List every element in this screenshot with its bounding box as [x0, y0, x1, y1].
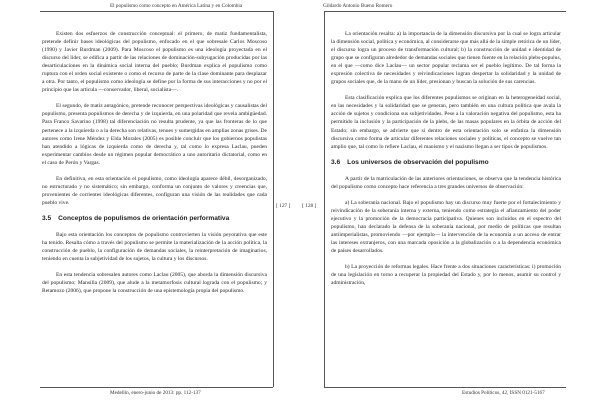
top-rule: [40, 11, 273, 12]
body-text: [331, 30, 561, 295]
paragraph: a) La soberanía nacional. Bajo el populismo hay un discurso muy fuerte por el fortalecimiento y reivindicación de la soberanía interna y externa, teniendo como estrategia el afianzamiento del poder ejecutivo y la promoción de la democracia participativa. Quienes son incluidos en el espectro del populismo, han declarado la defensa de la soberanía nacional, por medio de políticas que resultan antiimperialistas, promoviendo —por ejemplo— la intervención de la economía a un acceso de entrar las intereses extranjeros, con una marcada oposición a la globalización o a la dependencia económica de países desarrollados.: [331, 199, 561, 255]
paragraph: A partir de la matriculación de las anteriores orientaciones, se observa que la tendencia histórica del populismo como concepto hace referencia a tres grandes universos de observación:: [331, 175, 561, 190]
footer: Medellín, enero-junio de 2013: pp. 112-137: [110, 390, 201, 396]
bottom-rule: [40, 387, 273, 388]
paragraph: En esta tendencia sobresalen autores como Laclau (2005), que aborda la dimensión discursiva del populismo; Mansilla (2009), que alude a la metamorfosis cultural lograda con el populismo; y Retamozo (2006), que propone la construcción de una epistemología propia del populismo.: [42, 272, 267, 295]
paragraph: Existen dos esfuerzos de construcción conceptual: el primero, de matiz fundamentalista, pretende definir bases ideológicas del populismo, enfocado en el que sobresale Carlos Moscoso (1990) y Javier Burdman (2009). Para Moscoso el populismo es una ideología proyectada en el discurso del líder, se edifica a partir de las relaciones de dominación-subyugación producidas por las desarticulaciones en la dinámica social interna del pueblo; Burdman explica el populismo como ruptura con el orden social existente o como el recurso de parte de la clase dominante para desplazar a otra. Por tanto, el populismo como ideología se define por la forma de sus interacciones y no por el principio que las articula —conservador, liberal, socialista—.: [42, 31, 267, 94]
top-rule: [324, 11, 566, 12]
running-head: Gildardo Antonio Bueno Romero: [323, 3, 393, 9]
paragraph: Bajo esta orientación los conceptos de populismo controvierten la visión peyorativa que este ha tenido. Resalta cómo a través del populismo se permite la materialización de la acción política, la construcción de pueblo, la configuración de demandas sociales, la reinterpretación de imaginarios, teniendo en cuenta la subjetividad de los sujetos, la cultura y los discursos.: [42, 231, 267, 263]
section-title: Conceptos de populismos de orientación performativa: [58, 214, 230, 222]
section-number: 3.6: [331, 158, 341, 166]
margin-rule: [324, 11, 325, 387]
paragraph: El segundo, de matiz antagónico, pretende reconocer perspectivas ideológicas y causalistas del populismo, presenta populismos de derecha y de izquierda, en una polaridad que revela ambigüedad. Para Franco Savarino (1998) tal diferenciación no resulta prudente, ya que las fronteras de lo que pertenece a la izquierda o a la derecha son relativas, tenues y sumergidas en amplias zonas grises. De autores como Irene Méndez y Elda Morales (2005) es posible concluir que los gobiernos populistas han atendido a lógicas de izquierda como de derecha y, tal como lo expresa Laclau, pueden experimentar cambios desde un régimen popular democrático a uno autoritario dictatorial, como en el caso de Perón y Vargas.: [42, 103, 267, 166]
section-heading: [42, 215, 267, 223]
margin-rule: [273, 11, 274, 387]
paragraph: En definitiva, en esta orientación el populismo, como ideología aparece débil, desorganizado, no estructurado y no sistemático; sin embargo, conforma un conjunto de valores y creencias que, provenientes de corrientes ideológicas diferentes, configuran una visión de las realidades que cada pueblo vive.: [42, 175, 267, 206]
section-heading: [331, 159, 561, 167]
footer: Estudios Políticos, 42, ISSN 0121-5167: [462, 390, 545, 396]
right-page: [300, 0, 600, 415]
running-head: El populismo como concepto en América Latina y en Colombia: [110, 3, 243, 9]
paragraph: La orientación resalta: a) la importancia de la dimensión discursiva por la cual se logra articular la dimensión social, política y económica, al considerarse que más allá de la simple retórica de un líder, el discurso logra un proceso de transformación cultural; b) la construcción de unidad e identidad de grupo que se configuran alrededor de demandas sociales que tienen fuente en la relación plebs-populus, en el que —como dice Laclau— un sector popular reclama ser el pueblo legítimo. De tal forma la expresión colectiva de necesidades y reivindicaciones logran despertar la solidaridad y la unidad de grupos sociales que, de la mano de un líder, presionan y buscan la solución de sus carencias.: [331, 31, 561, 86]
paragraph: b) La proyección de reformas legales. Hace frente a dos situaciones características: i) promoción de una legislación en torno a recuperar la propiedad del Estado y, por lo menos, asumir su control y administración,: [331, 264, 561, 287]
page-number: [ 128 ]: [302, 203, 317, 209]
bottom-rule: [324, 387, 566, 388]
section-number: 3.5: [42, 214, 52, 222]
section-title: Los universos de observación del populismo: [347, 158, 489, 166]
page-number: [ 127 ]: [276, 203, 291, 209]
body-text: [42, 30, 267, 303]
paragraph: Esta clasificación explica que los diferentes populismos se originan en la heterogeneidad social, en las necesidades y la solidaridad que se generan, pero también en una cultura política que avala la acción de sujetos y condiciona sus subjetividades. Pese a la valoración negativa del populismo, esta ha permitido la inclusión y la participación de la plebs, de las masas populares en la órbita de acción del Estado; sin embargo, se advierte que si dentro de esta orientación solo se enfatiza la dimensión discursiva como forma de articular diferentes relaciones sociales y políticas, el concepto se vuelve tan amplio que, tal como lo refiere Laclau, el maoísmo y el nazismo llegan a ser tipos de populismos.: [331, 95, 561, 150]
